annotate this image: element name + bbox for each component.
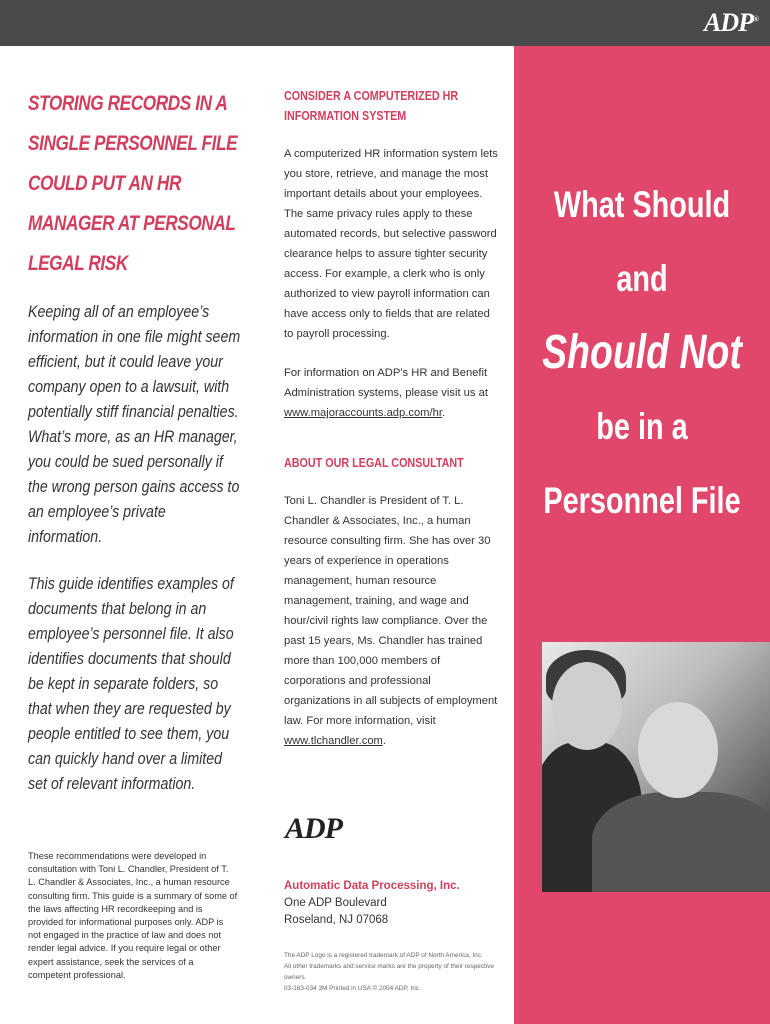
cover-line-4: be in a bbox=[596, 406, 688, 447]
section-hr-system bbox=[284, 144, 498, 423]
guide-paragraph: This guide identifies examples of documents that belong in an employee’s personnel file. It also identifies documents that should be kept in separate folders, so that when they are requested by people entitled to see them, you can quickly hand over a limited set of relevant information. bbox=[28, 575, 234, 793]
section-title-legal-consultant: ABOUT OUR LEGAL CONSULTANT bbox=[284, 456, 464, 470]
left-body bbox=[28, 300, 243, 797]
cover-line-1: What Should bbox=[553, 184, 731, 225]
street-address: One ADP Boulevard bbox=[284, 897, 387, 909]
intro-paragraph: Keeping all of an employee’s information in one file might seem efficient, but it could leave your company open to a lawsuit, with potentially stiff financial penalties. What’s more, as an HR manager, you could be sued personally if the wrong person gains access to an employee’s private information. bbox=[28, 303, 241, 546]
section-title-hr-system: CONSIDER A COMPUTERIZED HR INFORMATION SYSTEM bbox=[284, 89, 459, 123]
adp-footer-logo: ADP bbox=[285, 812, 342, 845]
cover-line-2: and bbox=[616, 258, 668, 299]
middle-column bbox=[284, 86, 498, 770]
top-bar bbox=[0, 0, 770, 46]
tlchandler-link[interactable]: www.tlchandler.com bbox=[284, 735, 383, 747]
disclaimer: These recommendations were developed in consultation with Toni L. Chandler, President of T. L. Chandler & Associates, Inc., a human resource consulting firm. This guide is a summary of some of the laws affecting HR recordkeeping and is provided for informational purposes only. ADP is not engaged in the practice of law and does not render legal advice. If you require legal or other expert assistance, seek the services of a competent professional. bbox=[28, 851, 238, 980]
left-column bbox=[28, 84, 244, 819]
hr-system-body: A computerized HR information system lets you store, retrieve, and manage the most important details about your employees. The same privacy rules apply to these automated records, but selective password clearance helps to assure tighter security access. For example, a clerk who is only authorized to view payroll information can have access only to fields that are related to payroll processing. bbox=[284, 148, 498, 340]
adp-logo: ADP® bbox=[704, 8, 758, 37]
trademark-note-2: All other trademarks and service marks are the property of their respective owners. bbox=[284, 963, 494, 981]
fine-print bbox=[284, 950, 506, 994]
city-state-zip: Roseland, NJ 07068 bbox=[284, 914, 389, 926]
adp-majoraccounts-link[interactable]: www.majoraccounts.adp.com/hr bbox=[284, 407, 442, 419]
cover-photo bbox=[542, 642, 770, 892]
cover-line-5: Personnel File bbox=[543, 480, 741, 521]
section-legal-consultant bbox=[284, 491, 498, 751]
left-headline: STORING RECORDS IN A SINGLE PERSONNEL FILE COULD PUT AN HR MANAGER AT PERSONAL LEGAL RISK bbox=[28, 92, 238, 275]
company-name: Automatic Data Processing, Inc. bbox=[284, 880, 460, 892]
consultant-body: Toni L. Chandler is President of T. L. Chandler & Associates, Inc., a human resource consulting firm. She has over 30 years of experience in operations management, human resource management, training, and wage and hour/civil rights law compliance. Over the past 15 years, Ms. Chandler has trained more than 100,000 members of corporations and professional organizations in all subjects of employment law. For more information, visit www.tlchandler.com. bbox=[284, 495, 498, 747]
hr-system-info: For information on ADP’s HR and Benefit Administration systems, please visit us at www.majoraccounts.adp.com/hr. bbox=[284, 367, 488, 419]
cover-title bbox=[542, 168, 742, 538]
cover-panel bbox=[514, 46, 770, 1024]
print-code: 03-163-034 3M Printed in USA © 2004 ADP, Inc. bbox=[284, 985, 421, 992]
cover-line-3: Should Not bbox=[542, 326, 742, 379]
trademark-note: The ADP Logo is a registered trademark of ADP of North America, Inc. bbox=[284, 952, 483, 959]
company-address bbox=[284, 878, 460, 929]
